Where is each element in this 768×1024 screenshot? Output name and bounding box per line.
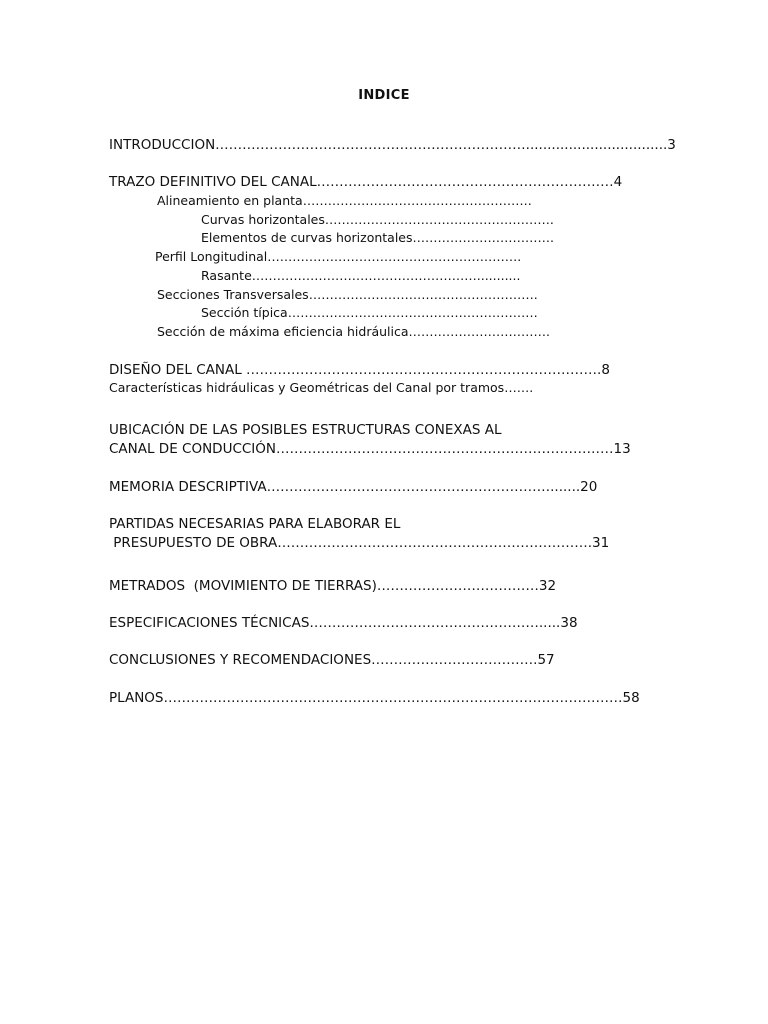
toc-dots: ……………………………………………….	[302, 193, 532, 208]
toc-subentry-curvas	[201, 211, 554, 229]
toc-label: METRADOS (MOVIMIENTO DE TIERRAS)	[109, 578, 377, 594]
toc-entry-ubicacion-line1	[109, 421, 501, 439]
toc-label: INTRODUCCION	[109, 137, 216, 153]
toc-dots: …………………………………………………………………………………………	[163, 690, 623, 706]
toc-dots: …….	[504, 380, 534, 395]
toc-dots: …………………………….	[408, 324, 551, 339]
toc-dots: ……………………………………………….	[308, 287, 538, 302]
toc-label: CANAL DE CONDUCCIÓN	[109, 441, 277, 457]
toc-dots: …………………………………………………………………	[276, 441, 614, 457]
toc-dots: …………………………….	[412, 230, 554, 245]
toc-entry-memoria	[109, 478, 597, 496]
toc-label: PLANOS	[109, 690, 164, 706]
toc-entry-diseno	[109, 361, 610, 379]
index-title: INDICE	[358, 88, 410, 103]
toc-dots: …………………………………………………….	[267, 249, 522, 264]
toc-subentry-secciones	[157, 286, 538, 304]
toc-label: Elementos de curvas horizontales	[201, 230, 413, 245]
toc-label: MEMORIA DESCRIPTIVA	[109, 479, 267, 495]
toc-subentry-rasante	[201, 267, 520, 285]
toc-label: TRAZO DEFINITIVO DEL CANAL	[109, 174, 317, 190]
toc-dots: ………………………………………………...........	[251, 268, 521, 283]
toc-subentry-perfil	[155, 248, 521, 266]
toc-label: Perfil Longitudinal	[155, 249, 268, 264]
toc-label: UBICACIÓN DE LAS POSIBLES ESTRUCTURAS CONEXAS AL	[109, 422, 502, 438]
toc-dots: …………………………………………………………	[316, 174, 614, 190]
toc-page: 13	[613, 441, 631, 457]
toc-subentry-seccion-tipica	[201, 304, 538, 322]
toc-entry-partidas-line1	[109, 515, 400, 533]
toc-label: Secciones Transversales	[157, 287, 309, 302]
toc-entry-introduccion	[109, 136, 676, 154]
toc-page: 3	[667, 137, 676, 153]
toc-dots: …………………………………………….....	[309, 615, 561, 631]
toc-page: 38	[560, 615, 578, 631]
toc-dots: ……………………………………………………	[287, 305, 538, 320]
toc-label: Rasante	[201, 268, 252, 283]
toc-entry-ubicacion-line2	[109, 440, 631, 458]
toc-entry-trazo	[109, 173, 622, 191]
toc-dots: …………………………………………………………………….	[246, 362, 602, 378]
toc-label: CONCLUSIONES Y RECOMENDACIONES	[109, 652, 372, 668]
toc-page: 4	[613, 174, 623, 190]
toc-entry-planos	[109, 689, 640, 707]
toc-subentry-alineamiento	[157, 192, 532, 210]
toc-label: Características hidráulicas y Geométricas del Canal por tramos	[109, 380, 505, 395]
toc-dots: ……………………………….	[371, 652, 538, 668]
toc-subentry-elementos	[201, 229, 554, 247]
toc-entry-especificaciones	[109, 614, 578, 632]
toc-page: 58	[622, 690, 640, 706]
toc-label: Curvas horizontales	[201, 212, 325, 227]
toc-dots: …………………………………………………………….................................	[215, 137, 668, 153]
toc-label: Sección típica	[201, 305, 288, 320]
toc-label: Sección de máxima eficiencia hidráulica	[157, 324, 409, 339]
toc-dots: ……………………………………………………….......	[266, 479, 581, 495]
toc-label: PRESUPUESTO DE OBRA	[109, 535, 278, 551]
toc-page: 31	[592, 535, 610, 551]
toc-label: DISEÑO DEL CANAL	[109, 362, 247, 378]
toc-subentry-caracteristicas	[109, 379, 533, 397]
toc-entry-metrados	[109, 577, 556, 595]
toc-entry-partidas-line2	[109, 534, 609, 552]
toc-label: Alineamiento en planta	[157, 193, 303, 208]
toc-label: ESPECIFICACIONES TÉCNICAS	[109, 615, 310, 631]
toc-subentry-seccion-maxima	[157, 323, 550, 341]
toc-entry-conclusiones	[109, 651, 555, 669]
toc-dots: ………………………………	[376, 578, 539, 594]
toc-dots: ……………………………………………….	[324, 212, 554, 227]
toc-dots: …………………………………………………………….	[277, 535, 593, 551]
toc-page: 32	[538, 578, 557, 594]
toc-page: 8	[601, 362, 610, 378]
toc-page: 20	[580, 479, 598, 495]
toc-page: 57	[537, 652, 555, 668]
toc-label: PARTIDAS NECESARIAS PARA ELABORAR EL	[109, 516, 401, 532]
